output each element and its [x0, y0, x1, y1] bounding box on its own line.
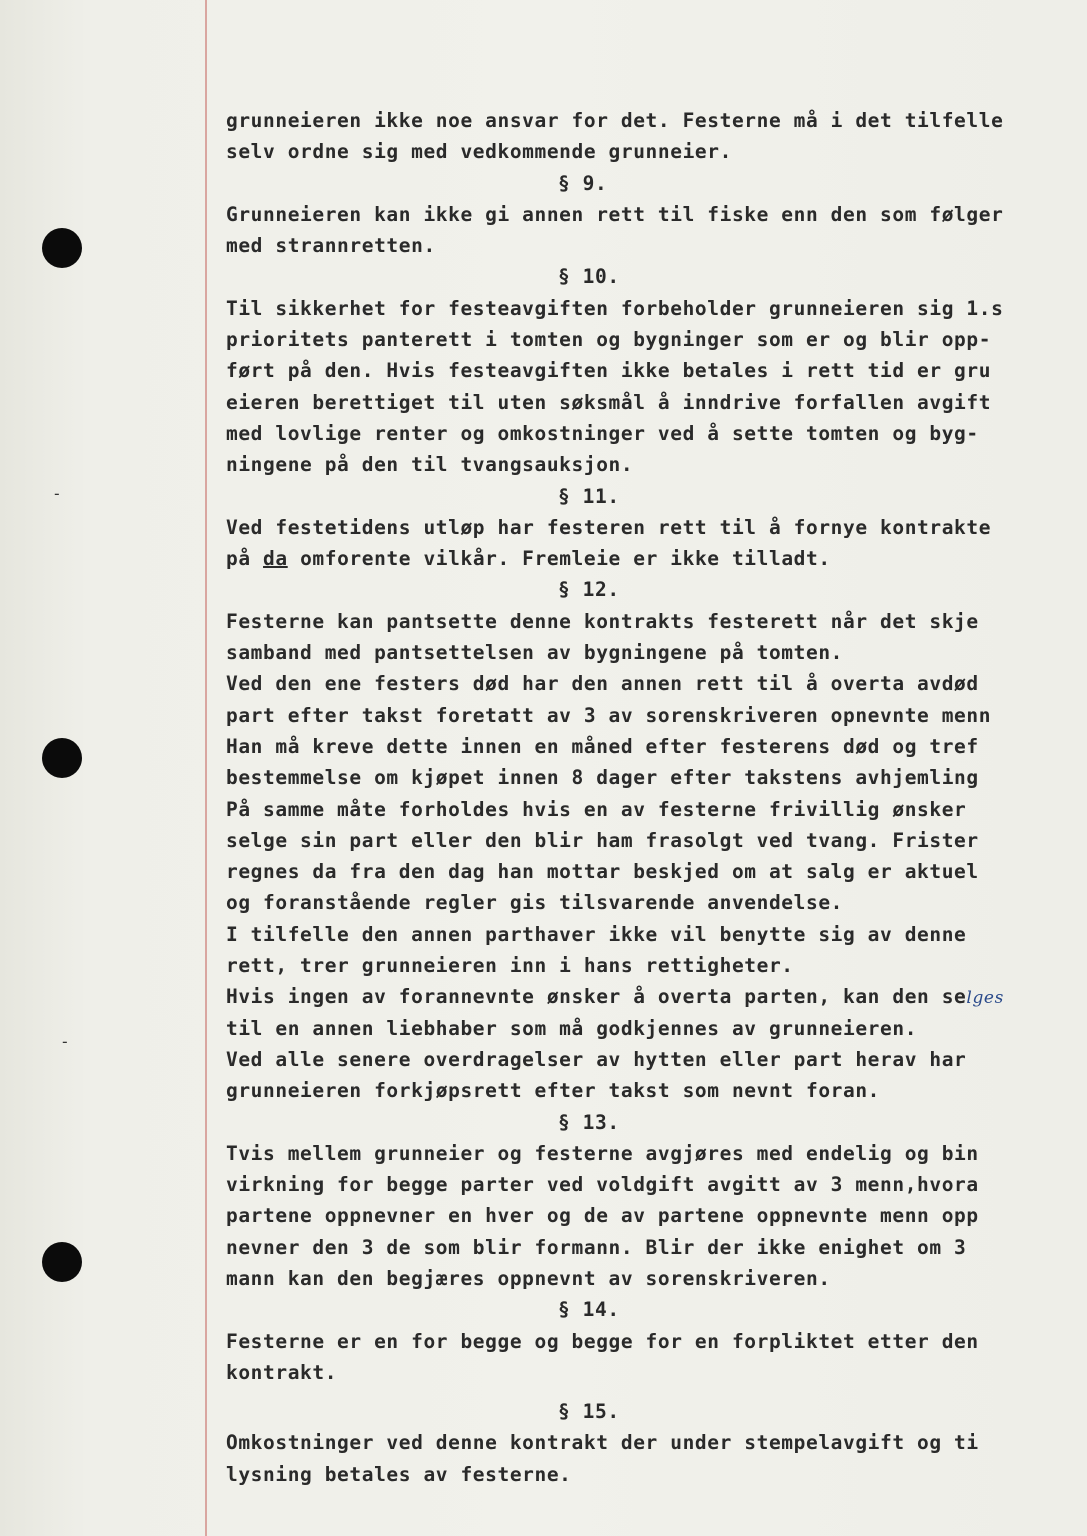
text-line: prioritets panterett i tomten og bygninger som er og blir opp- [226, 328, 992, 352]
text-line: grunneieren forkjøpsrett efter takst som nevnt foran. [226, 1079, 881, 1103]
punch-hole-bottom [42, 1242, 82, 1282]
text-line: Festerne kan pantsette denne kontrakts festerett når det skje [226, 609, 979, 633]
text-line: med strannretten. [226, 234, 436, 258]
section-heading: § 11. [558, 484, 620, 508]
text-line: regnes da fra den dag han mottar beskjed om at salg er aktuel [226, 860, 979, 884]
text-line: Ved den ene festers død har den annen rett til å overta avdød [226, 672, 979, 696]
text-line: Ved festetidens utløp har festeren rett til å fornye kontrakte [226, 515, 992, 539]
text-line: ført på den. Hvis festeavgiften ikke betales i rett tid er gru [226, 359, 992, 383]
text-line: På samme måte forholdes hvis en av festerne frivillig ønsker [226, 797, 967, 821]
text-line: I tilfelle den annen parthaver ikke vil benytte sig av denne [226, 922, 967, 946]
text-line: Omkostninger ved denne kontrakt der under stempelavgift og ti [226, 1431, 979, 1455]
text-line: Tvis mellem grunneier og festerne avgjøres med endelig og bin [226, 1141, 979, 1165]
document-body [226, 105, 1056, 1490]
text-line: og foranstående regler gis tilsvarende anvendelse. [226, 891, 843, 915]
section-heading: § 9. [558, 171, 608, 195]
text-line: Grunneieren kan ikke gi annen rett til fiske enn den som følger [226, 202, 1004, 226]
text-fragment: omforente vilkår. Fremleie er ikke tilladt. [300, 547, 831, 571]
margin-tick-mark: - [52, 484, 62, 503]
text-line: eieren berettiget til uten søksmål å inndrive forfallen avgift [226, 390, 992, 414]
text-line: virkning for begge parter ved voldgift avgitt av 3 menn,hvora [226, 1173, 979, 1197]
text-line: ningene på den til tvangsauksjon. [226, 453, 634, 477]
handwritten-insertion: lges [966, 988, 1004, 1009]
text-line: mann kan den begjæres oppnevnt av sorenskriveren. [226, 1266, 831, 1290]
text-line: grunneieren ikke noe ansvar for det. Festerne må i det tilfelle [226, 109, 1004, 132]
text-line: kontrakt. [226, 1360, 338, 1384]
section-heading: § 15. [558, 1400, 620, 1424]
text-line: Festerne er en for begge og begge for en forpliktet etter den [226, 1329, 979, 1353]
margin-tick-mark: - [60, 1032, 70, 1051]
text-line: nevner den 3 de som blir formann. Blir der ikke enighet om 3 [226, 1235, 967, 1259]
section-heading: § 14. [558, 1298, 620, 1322]
text-line: til en annen liebhaber som må godkjennes av grunneieren. [226, 1016, 918, 1040]
punch-hole-middle [42, 738, 82, 778]
section-heading: § 12. [558, 578, 620, 602]
text-line [226, 543, 1056, 574]
text-line: Til sikkerhet for festeavgiften forbeholder grunneieren sig 1.s [226, 296, 1004, 320]
text-fragment: Hvis ingen av forannevnte ønsker å overta parten, kan den se [226, 985, 967, 1009]
section-heading: § 13. [558, 1110, 620, 1134]
text-line: part efter takst foretatt av 3 av sorenskriveren opnevnte menn [226, 703, 992, 727]
underlined-insertion: da [263, 547, 288, 571]
text-line: rett, trer grunneieren inn i hans rettigheter. [226, 954, 794, 978]
text-line: samband med pantsettelsen av bygningene på tomten. [226, 641, 843, 665]
text-line: lysning betales av festerne. [226, 1462, 572, 1486]
margin-rule [205, 0, 207, 1536]
text-line [226, 981, 1056, 1012]
text-line: partene oppnevner en hver og de av partene oppnevnte menn opp [226, 1204, 979, 1228]
punch-hole-top [42, 228, 82, 268]
text-line: med lovlige renter og omkostninger ved å sette tomten og byg- [226, 421, 979, 445]
text-line: Ved alle senere overdragelser av hytten eller part herav har [226, 1047, 967, 1071]
text-fragment: på [226, 547, 251, 571]
text-line: bestemmelse om kjøpet innen 8 dager efter takstens avhjemling [226, 766, 979, 790]
text-line: selv ordne sig med vedkommende grunneier. [226, 140, 732, 164]
section-heading: § 10. [558, 265, 620, 289]
text-line: selge sin part eller den blir ham frasolgt ved tvang. Frister [226, 828, 979, 852]
text-line: Han må kreve dette innen en måned efter festerens død og tref [226, 734, 979, 758]
